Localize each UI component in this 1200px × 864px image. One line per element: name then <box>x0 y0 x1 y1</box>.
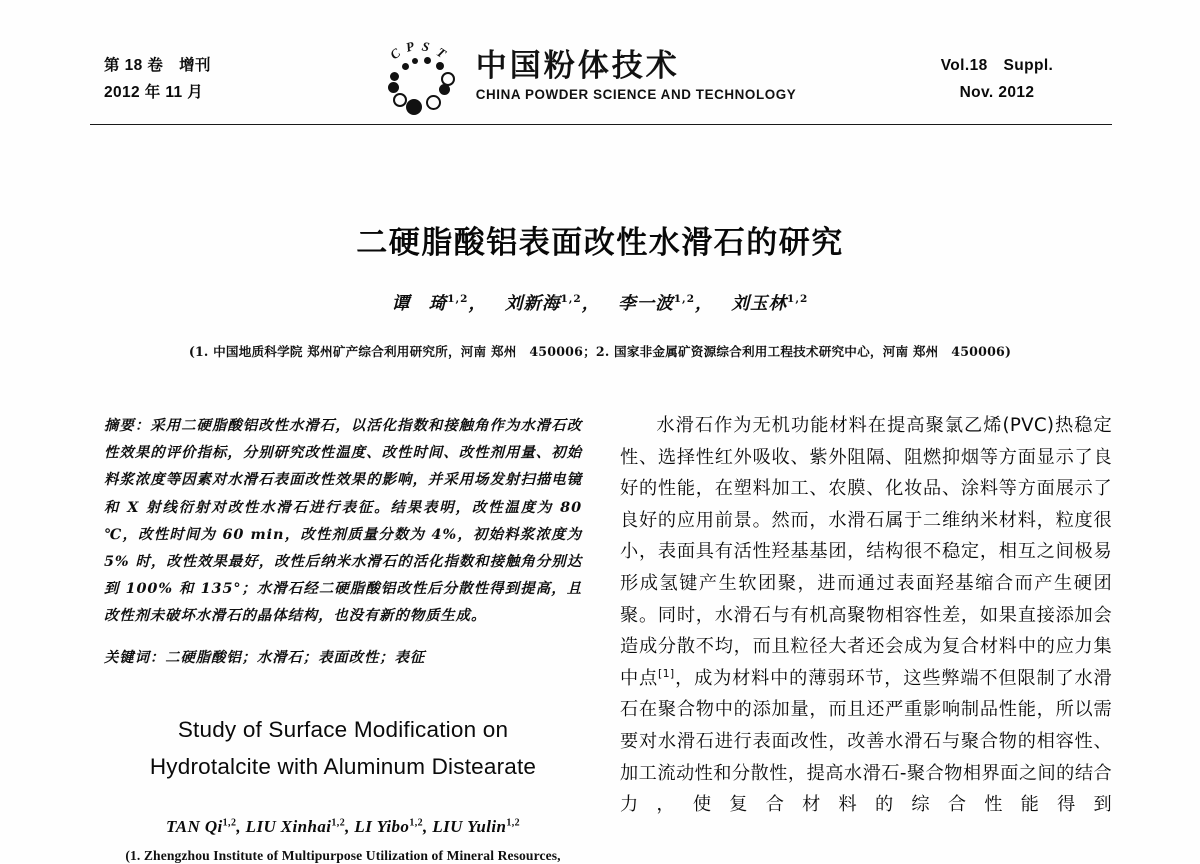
journal-title-en: CHINA POWDER SCIENCE AND TECHNOLOGY <box>475 87 797 102</box>
logo-letter-c: C <box>386 45 403 63</box>
logo-letter-s: S <box>420 38 431 55</box>
masthead-volume-date <box>90 42 334 106</box>
author-en-2-affil: 1,2 <box>331 816 346 828</box>
paper-title-en-line1: Study of Surface Modification on <box>177 716 509 742</box>
journal-logo-icon <box>384 38 462 110</box>
author-cn-1-affil: 1,2 <box>447 293 469 306</box>
body-paragraph-1 <box>620 410 1112 821</box>
paper-title-cn: 二硬脂酸铝表面改性水滑石的研究 <box>356 225 844 261</box>
author-cn-3: 李一波 <box>618 294 674 314</box>
author-en-4-affil: 1,2 <box>506 816 521 828</box>
authors-cn: 谭 琦$^{1,2}$， 刘新海$^{1,2}$， 李一波$^{1,2}$， 刘玉林$^{1,2}$ <box>391 293 809 314</box>
masthead <box>90 38 1112 114</box>
author-en-3-affil: 1,2 <box>409 816 424 828</box>
body-paragraph-1-part2: ，成为材料中的薄弱环节，这些弊端不但限制了水滑石在聚合物中的添加量，而且还严重影响制品性能，所以需要对水滑石进行表面改性，改善水滑石与聚合物的相容性、加工流动性和分散性，提高水滑石-聚合物相界面之间的结合力，使复合材料的综合性能得到 <box>620 667 1112 816</box>
right-column <box>620 410 1112 821</box>
affiliation-cn: (1. 中国地质科学院 郑州矿产综合利用研究所，河南 郑州 450006；2. 国家非金属矿资源综合利用工程技术研究中心，河南 郑州 450006) <box>188 344 1012 359</box>
abstract-cn: 摘要：采用二硬脂酸铝改性水滑石，以活化指数和接触角作为水滑石改性效果的评价指标，分别研究改性温度、改性时间、改性剂用量、初始料浆浓度等因素对水滑石表面改性效果的影响，并采用场发射扫描电镜和 X 射线衍射对改性水滑石进行表征。结果表明，改性温度为 80 ℃，改性时间为 60 min，改性剂质量分数为 4%，初始料浆浓度为 5% 时，改性效果最好，改性后纳米水滑石的活化指数和接触角分别达到 100% 和 135°；水滑石经二硬脂酸铝改性后分散性得到提高，且改性剂未破坏水滑石的晶体结构，也没有新的物质生成。 <box>104 417 582 625</box>
author-en-4: LIU Yulin <box>432 816 507 836</box>
author-cn-2: 刘新海 <box>504 294 561 314</box>
author-en-1-affil: 1,2 <box>222 816 237 828</box>
masthead-divider <box>90 124 1112 125</box>
author-cn-3-affil: 1,2 <box>673 293 696 306</box>
author-en-2: LIU Xinhai <box>245 816 332 836</box>
journal-title-cn: 中国粉体技术 <box>475 48 680 84</box>
paper-title-en-line2: Hydrotalcite with Aluminum Distearate <box>149 753 537 779</box>
masthead-vol-suppl <box>882 42 1112 106</box>
affiliation-en: (1. Zhengzhou Institute of Multipurpose Utilization of Mineral Resources, <box>125 847 561 863</box>
author-en-3: LI Yibo <box>354 816 410 836</box>
author-cn-4-affil: 1,2 <box>787 293 809 306</box>
author-cn-1: 谭 琦 <box>391 294 448 314</box>
paper-title-en <box>104 711 582 785</box>
logo-letter-t: T <box>433 44 449 62</box>
journal-masthead-center <box>384 38 797 110</box>
body-paragraph-1-part1: 水滑石作为无机功能材料在提高聚氯乙烯(PVC)热稳定性、选择性红外吸收、紫外阻隔、阻燃抑烟等方面显示了良好的性能，在塑料加工、农膜、化妆品、涂料等方面展示了良好的应用前景。然而，水滑石属于二维纳米材料，粒度很小，表面具有活性羟基基团，结构很不稳定，相互之间极易形成氢键产生软团聚，进而通过表面羟基缩合而产生硬团聚。同时，水滑石与有机高聚物相容性差，如果直接添加会造成分散不均，而且粒径大者还会成为复合材料中的应力集中点 <box>620 415 1112 689</box>
masthead-volume: 第 18 卷 增刊 <box>104 57 211 74</box>
author-en-1: TAN Qi <box>165 816 223 836</box>
authors-en: TAN Qi$^{1,2}$, LIU Xinhai$^{1,2}$, LI Yibo$^{1,2}$, LIU Yulin$^{1,2}$ <box>165 816 521 836</box>
keywords-cn: 关键词：二硬脂酸铝；水滑石；表面改性；表征 <box>104 648 426 666</box>
masthead-date-cn: 2012 年 11 月 <box>104 84 204 101</box>
citation-reference-1: [1] <box>658 666 675 680</box>
logo-letter-p: P <box>403 38 416 55</box>
journal-title-block <box>476 48 797 104</box>
author-cn-2-affil: 1,2 <box>560 293 582 306</box>
masthead-date-en: Nov. 2012 <box>959 84 1035 101</box>
masthead-volume-en: Vol.18 Suppl. <box>940 57 1054 74</box>
left-column <box>104 412 582 864</box>
author-cn-4: 刘玉林 <box>731 294 788 314</box>
